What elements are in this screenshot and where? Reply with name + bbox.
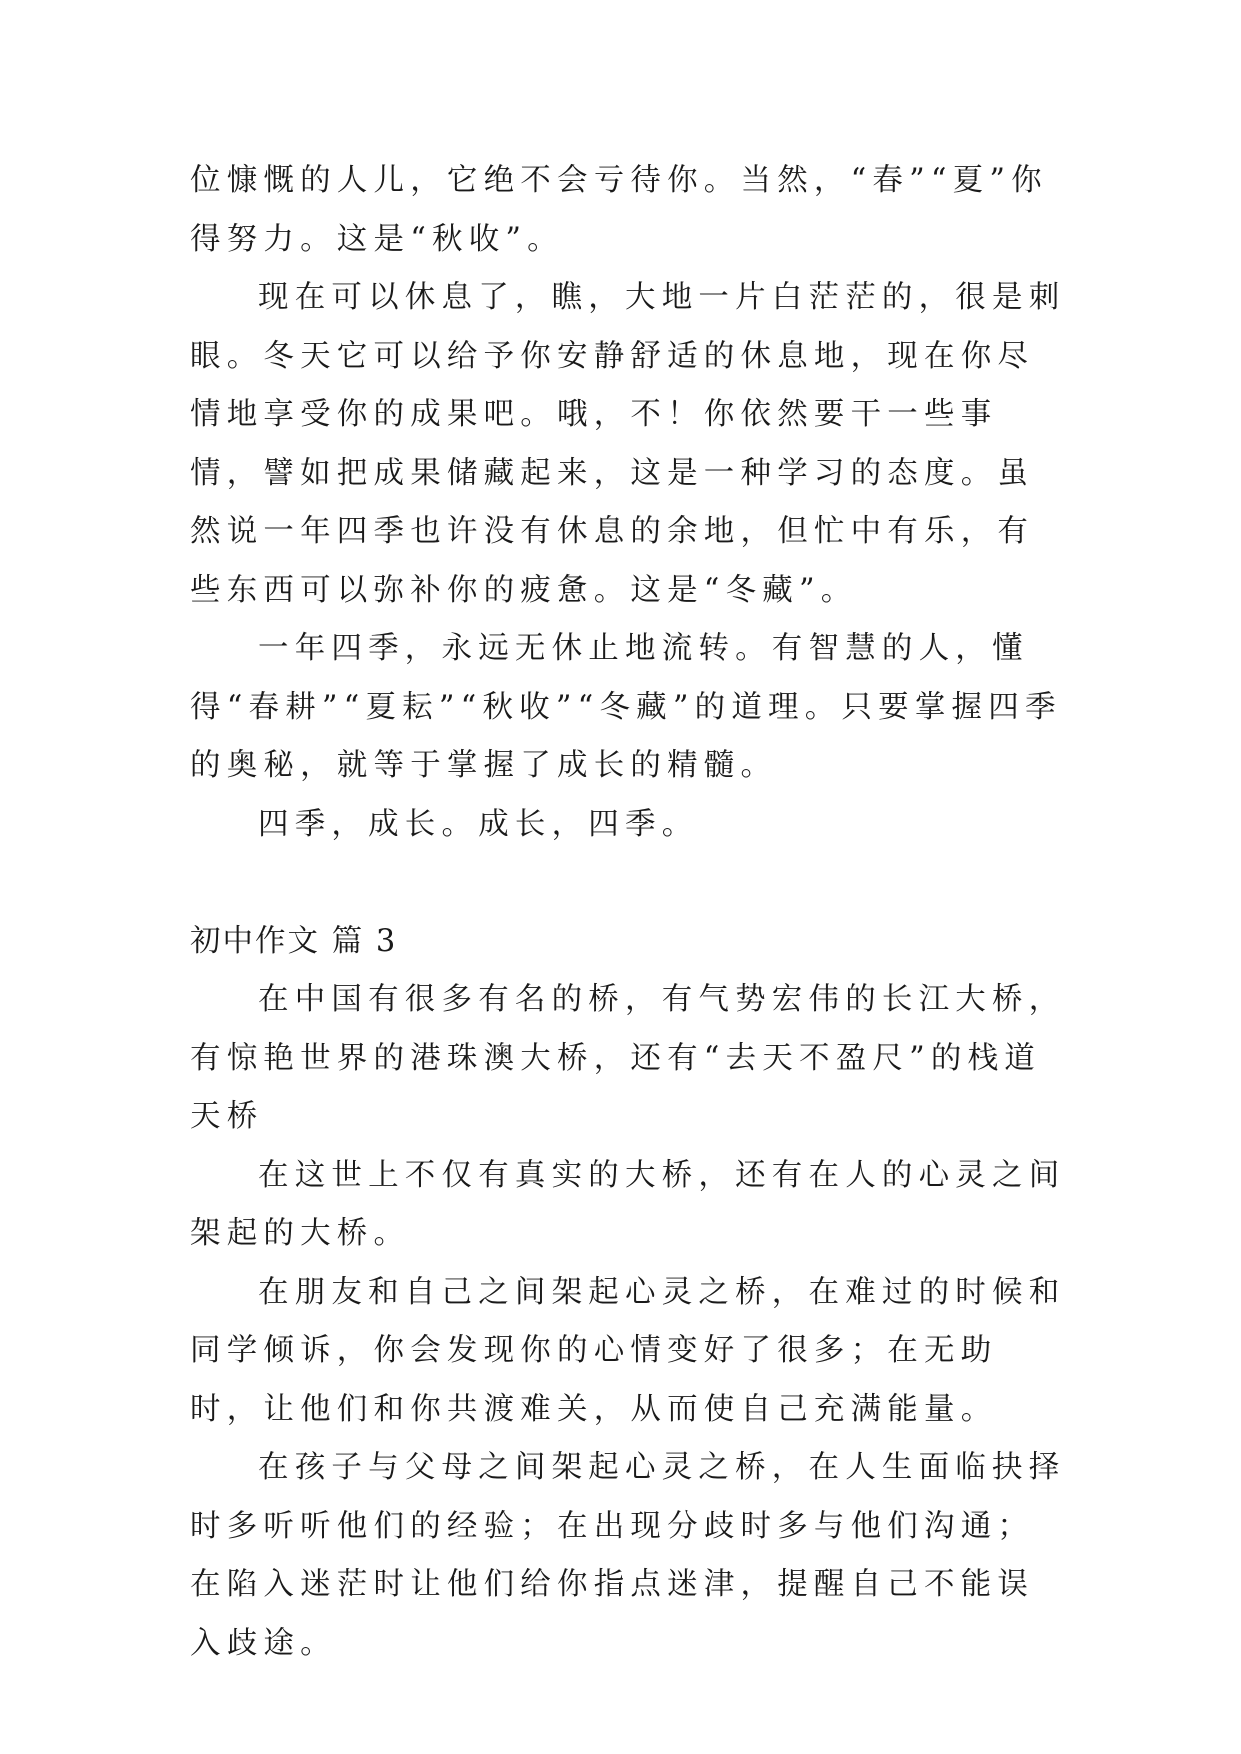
paragraph: 一年四季，永远无休止地流转。有智慧的人，懂得“春耕”“夏耘”“秋收”“冬藏”的道理。只要掌握四季的奥秘，就等于掌握了成长的精髓。 — [190, 631, 1062, 783]
paragraph: 在孩子与父母之间架起心灵之桥，在人生面临抉择时多听听他们的经验；在出现分歧时多与他们沟通；在陷入迷茫时让他们给你指点迷津，提醒自己不能误入歧途。 — [190, 1450, 1066, 1661]
document-body — [190, 152, 1070, 1673]
section-spacer — [190, 854, 1070, 913]
paragraph: 在朋友和自己之间架起心灵之桥，在难过的时候和同学倾诉，你会发现你的心情变好了很多；在无助时，让他们和你共渡难关，从而使自己充满能量。 — [190, 1274, 1066, 1427]
section-heading: 初中作文 篇 3 — [190, 923, 398, 959]
paragraph: 在这世上不仅有真实的大桥，还有在人的心灵之间架起的大桥。 — [190, 1157, 1066, 1251]
paragraph: 现在可以休息了，瞧，大地一片白茫茫的，很是刺眼。冬天它可以给予你安静舒适的休息地，现在你尽情地享受你的成果吧。哦，不！你依然要干一些事情，譬如把成果储藏起来，这是一种学习的态度。虽然说一年四季也许没有休息的余地，但忙中有乐，有些东西可以弥补你的疲惫。这是“冬藏”。 — [190, 280, 1066, 608]
paragraph: 位慷慨的人儿，它绝不会亏待你。当然，“春”“夏”你得努力。这是“秋收”。 — [190, 163, 1048, 257]
paragraph: 在中国有很多有名的桥，有气势宏伟的长江大桥，有惊艳世界的港珠澳大桥，还有“去天不盈尺”的栈道天桥 — [190, 982, 1066, 1134]
paragraph: 四季，成长。成长，四季。 — [258, 806, 699, 842]
